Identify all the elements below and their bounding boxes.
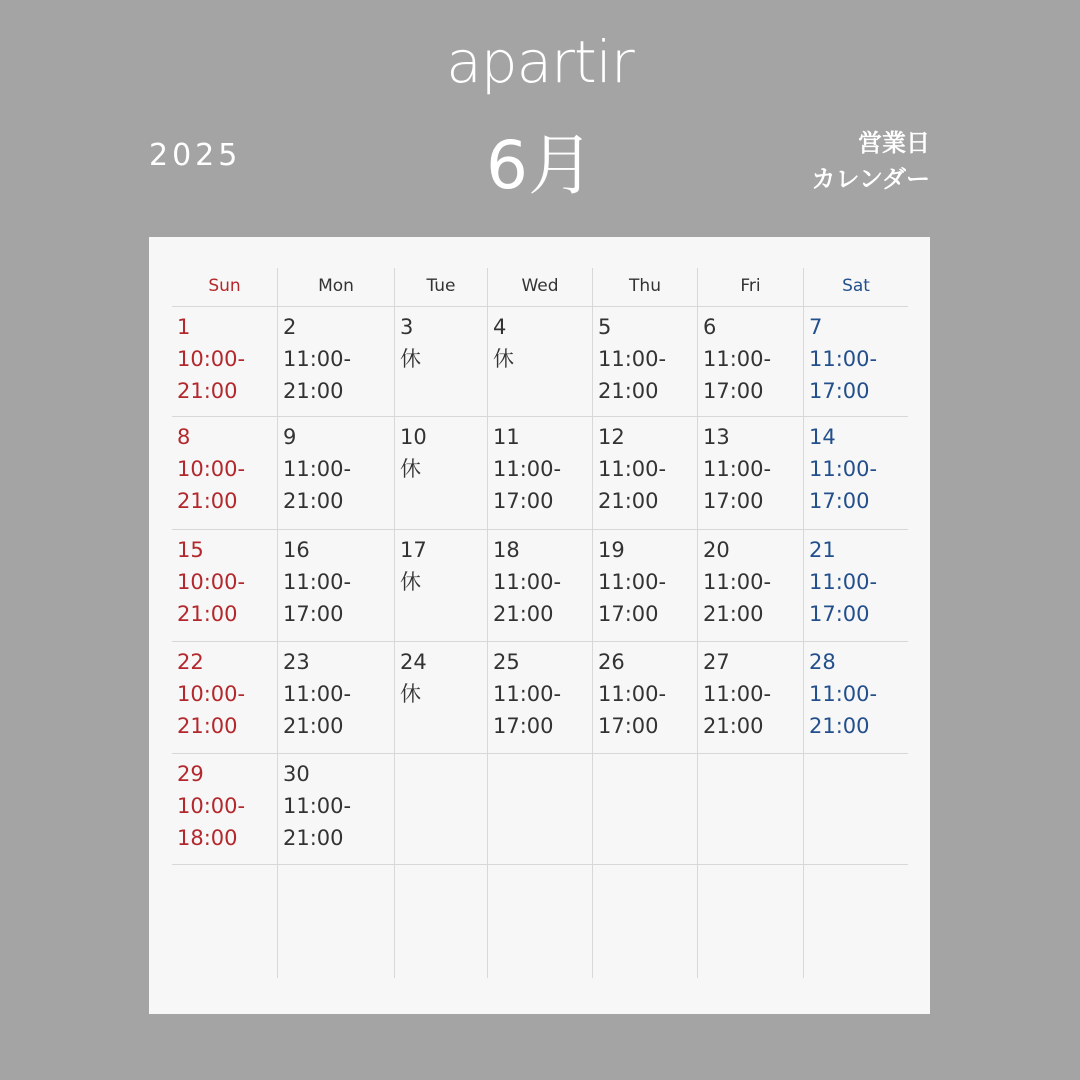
opening-time: 休 xyxy=(400,570,421,594)
day-cell-30 xyxy=(277,754,394,865)
day-cell-12 xyxy=(592,417,697,530)
opening-time: 11:00- xyxy=(283,570,352,594)
empty-cell xyxy=(487,865,592,978)
closing-time: 17:00 xyxy=(809,489,870,513)
opening-time: 11:00- xyxy=(493,682,562,706)
empty-cell xyxy=(592,754,697,865)
subtitle-line-2: カレンダー xyxy=(811,165,930,193)
opening-time: 10:00- xyxy=(177,347,246,371)
empty-cell xyxy=(394,865,487,978)
opening-time: 11:00- xyxy=(809,457,878,481)
closing-time: 17:00 xyxy=(809,602,870,626)
opening-time: 11:00- xyxy=(703,457,772,481)
day-number: 21 xyxy=(809,538,836,562)
day-number: 19 xyxy=(598,538,625,562)
closing-time: 21:00 xyxy=(283,826,344,850)
day-cell-16 xyxy=(277,530,394,642)
opening-time: 11:00- xyxy=(809,682,878,706)
opening-time: 10:00- xyxy=(177,570,246,594)
closing-time: 21:00 xyxy=(177,714,238,738)
day-cell-21 xyxy=(803,530,908,642)
day-number: 27 xyxy=(703,650,730,674)
closing-time: 17:00 xyxy=(703,489,764,513)
day-cell-27 xyxy=(697,642,803,754)
day-number: 11 xyxy=(493,425,520,449)
closing-time: 21:00 xyxy=(493,602,554,626)
closing-time: 21:00 xyxy=(283,379,344,403)
closing-time: 21:00 xyxy=(703,602,764,626)
closing-time: 17:00 xyxy=(493,714,554,738)
empty-cell xyxy=(697,865,803,978)
closing-time: 17:00 xyxy=(809,379,870,403)
calendar-card xyxy=(149,237,930,1014)
empty-cell xyxy=(172,865,277,978)
opening-time: 11:00- xyxy=(493,570,562,594)
opening-time: 11:00- xyxy=(598,570,667,594)
opening-time: 11:00- xyxy=(283,347,352,371)
closing-time: 21:00 xyxy=(283,489,344,513)
day-cell-14 xyxy=(803,417,908,530)
day-number: 4 xyxy=(493,315,507,339)
empty-cell xyxy=(592,865,697,978)
day-cell-19 xyxy=(592,530,697,642)
closing-time: 21:00 xyxy=(177,489,238,513)
day-number: 9 xyxy=(283,425,297,449)
day-cell-4 xyxy=(487,307,592,417)
day-number: 14 xyxy=(809,425,836,449)
closing-time: 18:00 xyxy=(177,826,238,850)
day-cell-24 xyxy=(394,642,487,754)
opening-time: 11:00- xyxy=(598,457,667,481)
opening-time: 10:00- xyxy=(177,794,246,818)
opening-time: 11:00- xyxy=(493,457,562,481)
day-number: 24 xyxy=(400,650,427,674)
day-number: 7 xyxy=(809,315,823,339)
day-number: 28 xyxy=(809,650,836,674)
day-number: 18 xyxy=(493,538,520,562)
opening-time: 11:00- xyxy=(283,457,352,481)
day-number: 23 xyxy=(283,650,310,674)
opening-time: 10:00- xyxy=(177,682,246,706)
opening-time: 11:00- xyxy=(703,682,772,706)
closing-time: 17:00 xyxy=(283,602,344,626)
day-cell-20 xyxy=(697,530,803,642)
opening-time: 休 xyxy=(400,457,421,481)
day-cell-17 xyxy=(394,530,487,642)
day-cell-13 xyxy=(697,417,803,530)
closing-time: 17:00 xyxy=(598,714,659,738)
day-cell-23 xyxy=(277,642,394,754)
day-cell-26 xyxy=(592,642,697,754)
day-cell-2 xyxy=(277,307,394,417)
empty-cell xyxy=(803,865,908,978)
weekday-header-sun: Sun xyxy=(172,268,277,307)
day-number: 29 xyxy=(177,762,204,786)
day-cell-8 xyxy=(172,417,277,530)
day-cell-11 xyxy=(487,417,592,530)
day-number: 6 xyxy=(703,315,717,339)
opening-time: 11:00- xyxy=(283,794,352,818)
closing-time: 21:00 xyxy=(177,379,238,403)
opening-time: 11:00- xyxy=(703,347,772,371)
weekday-header-sat: Sat xyxy=(803,268,908,307)
day-cell-22 xyxy=(172,642,277,754)
weekday-header-thu: Thu xyxy=(592,268,697,307)
day-cell-3 xyxy=(394,307,487,417)
month-title: 6月 xyxy=(486,127,594,204)
calendar-subtitle xyxy=(812,125,930,197)
day-number: 22 xyxy=(177,650,204,674)
closing-time: 21:00 xyxy=(703,714,764,738)
weekday-header-tue: Tue xyxy=(394,268,487,307)
opening-time: 休 xyxy=(400,682,421,706)
opening-time: 10:00- xyxy=(177,457,246,481)
empty-cell xyxy=(697,754,803,865)
day-cell-15 xyxy=(172,530,277,642)
day-number: 12 xyxy=(598,425,625,449)
closing-time: 21:00 xyxy=(177,602,238,626)
day-number: 16 xyxy=(283,538,310,562)
opening-time: 11:00- xyxy=(598,682,667,706)
day-number: 13 xyxy=(703,425,730,449)
subtitle-line-1: 営業日 xyxy=(858,129,930,157)
day-number: 5 xyxy=(598,315,612,339)
day-number: 8 xyxy=(177,425,191,449)
day-number: 2 xyxy=(283,315,297,339)
empty-cell xyxy=(394,754,487,865)
day-cell-6 xyxy=(697,307,803,417)
day-cell-25 xyxy=(487,642,592,754)
empty-cell xyxy=(803,754,908,865)
day-cell-18 xyxy=(487,530,592,642)
opening-time: 休 xyxy=(400,347,421,371)
weekday-header-wed: Wed xyxy=(487,268,592,307)
opening-time: 11:00- xyxy=(598,347,667,371)
empty-cell xyxy=(277,865,394,978)
day-cell-5 xyxy=(592,307,697,417)
calendar-grid xyxy=(172,268,908,978)
day-number: 1 xyxy=(177,315,191,339)
day-number: 3 xyxy=(400,315,414,339)
closing-time: 21:00 xyxy=(283,714,344,738)
year-label: 2025 xyxy=(149,138,242,173)
day-number: 20 xyxy=(703,538,730,562)
weekday-header-mon: Mon xyxy=(277,268,394,307)
closing-time: 21:00 xyxy=(598,489,659,513)
closing-time: 17:00 xyxy=(493,489,554,513)
empty-cell xyxy=(487,754,592,865)
day-cell-28 xyxy=(803,642,908,754)
closing-time: 21:00 xyxy=(809,714,870,738)
day-number: 15 xyxy=(177,538,204,562)
brand-logo: apartir xyxy=(446,28,634,96)
day-cell-29 xyxy=(172,754,277,865)
day-number: 26 xyxy=(598,650,625,674)
day-cell-1 xyxy=(172,307,277,417)
closing-time: 21:00 xyxy=(598,379,659,403)
opening-time: 11:00- xyxy=(809,347,878,371)
day-cell-9 xyxy=(277,417,394,530)
day-number: 30 xyxy=(283,762,310,786)
weekday-header-fri: Fri xyxy=(697,268,803,307)
day-cell-7 xyxy=(803,307,908,417)
closing-time: 17:00 xyxy=(598,602,659,626)
closing-time: 17:00 xyxy=(703,379,764,403)
day-number: 10 xyxy=(400,425,427,449)
day-cell-10 xyxy=(394,417,487,530)
opening-time: 11:00- xyxy=(283,682,352,706)
opening-time: 11:00- xyxy=(703,570,772,594)
day-number: 25 xyxy=(493,650,520,674)
day-number: 17 xyxy=(400,538,427,562)
opening-time: 11:00- xyxy=(809,570,878,594)
opening-time: 休 xyxy=(493,347,514,371)
